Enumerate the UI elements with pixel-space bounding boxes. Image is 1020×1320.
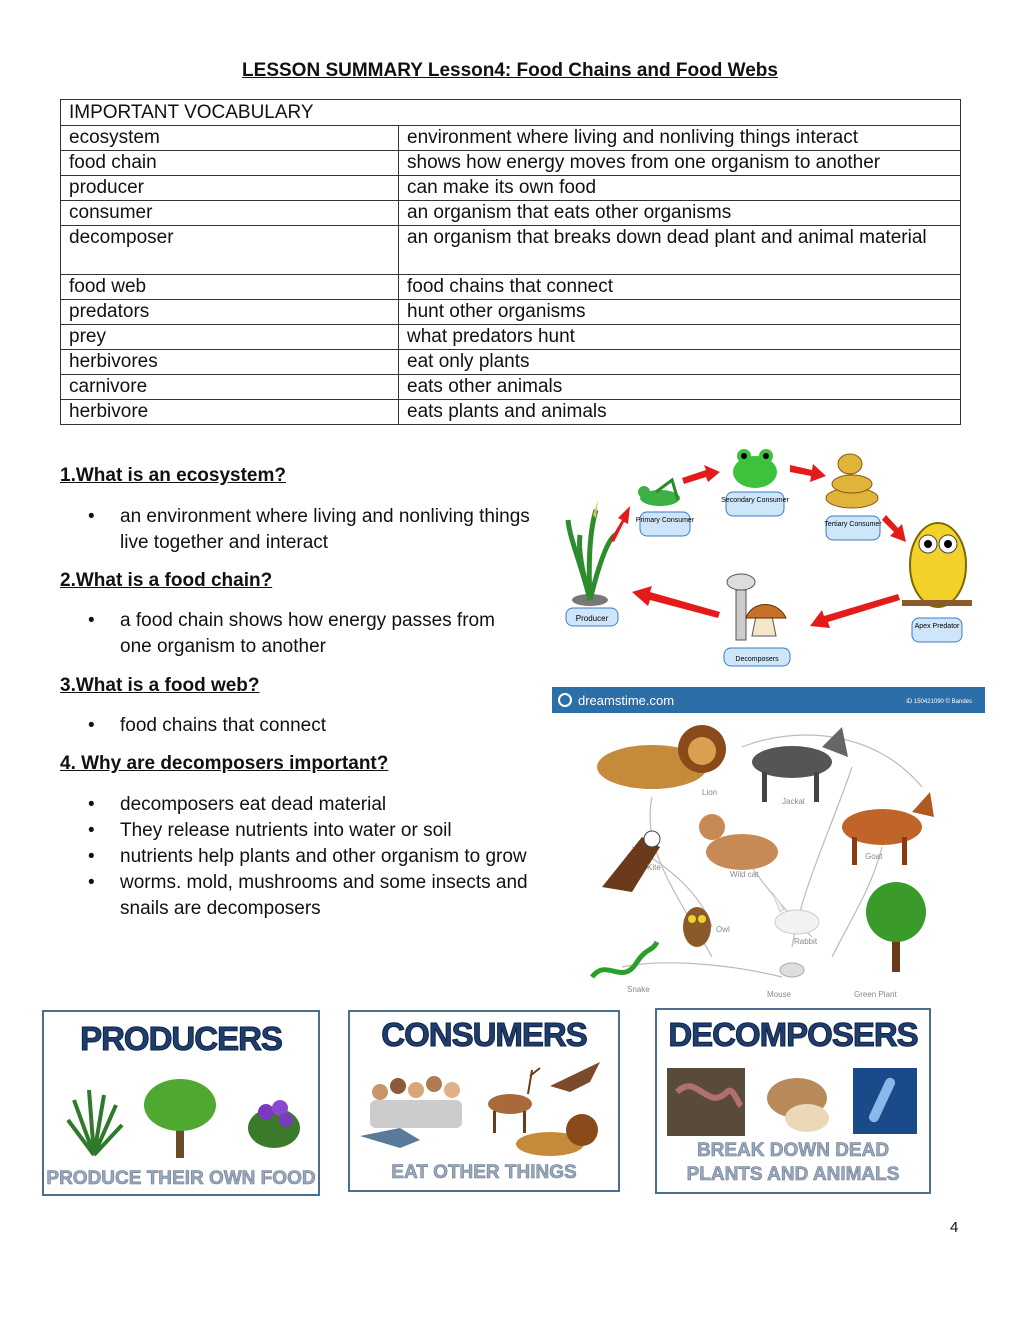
vocab-definition: eats other animals <box>399 375 961 400</box>
deer-icon <box>488 1068 540 1133</box>
list-item: • decomposers eat dead material <box>60 792 565 818</box>
table-row <box>61 126 961 151</box>
vocab-term: food web <box>61 275 399 300</box>
list-item: • an environment where living and nonliving things live together and interact <box>60 504 530 556</box>
mushroom-icon <box>767 1078 829 1132</box>
vocab-term: ecosystem <box>61 126 399 151</box>
mushroom-icon <box>727 574 786 640</box>
vocab-term: carnivore <box>61 375 399 400</box>
page-title: LESSON SUMMARY Lesson4: Food Chains and Food Webs <box>242 60 778 81</box>
vocab-definition: environment where living and nonliving things interact <box>399 126 961 151</box>
vocab-term: herbivore <box>61 400 399 425</box>
consumers-image <box>360 1056 610 1160</box>
decomposers-label <box>724 648 790 666</box>
table-header-row <box>61 100 961 126</box>
table-row <box>61 201 961 226</box>
producers-poster <box>42 1010 320 1196</box>
lion-icon <box>516 1114 598 1156</box>
vocab-definition: eat only plants <box>399 350 961 375</box>
vocab-term: herbivores <box>61 350 399 375</box>
question-3: 3.What is a food web? <box>60 675 260 696</box>
apex-predator-label <box>912 618 962 642</box>
banner-id: ID 150421090 © Bandes <box>906 699 972 705</box>
owl-small-icon <box>683 907 711 947</box>
vocab-term: consumer <box>61 201 399 226</box>
decomposers-text: Decomposers <box>735 656 779 663</box>
list-item: • worms. mold, mushrooms and some insects and snails are decomposers <box>60 870 565 922</box>
decomposers-image <box>667 1062 919 1140</box>
eagle-icon <box>550 1062 600 1092</box>
table-row <box>61 375 961 400</box>
rabbit-label: Rabbit <box>794 937 818 946</box>
apex-text: Apex Predator <box>914 623 960 630</box>
table-row <box>61 300 961 325</box>
food-chain-diagram <box>560 440 980 670</box>
consumers-title: CONSUMERS <box>381 1016 587 1053</box>
green-plant-label: Green Plant <box>854 990 897 999</box>
primary-text: Primary Consumer <box>635 517 695 524</box>
flower-icon <box>248 1100 300 1148</box>
frog-icon <box>733 449 777 488</box>
list-item: • food chains that connect <box>60 713 530 739</box>
shark-icon <box>360 1128 420 1148</box>
table-header: IMPORTANT VOCABULARY <box>61 100 961 126</box>
kite-label: Kite <box>647 863 661 872</box>
secondary-text: Secondary Consumer <box>721 497 789 504</box>
bacteria-icon <box>853 1068 917 1134</box>
answer-list-4 <box>60 792 565 922</box>
decomposers-title: DECOMPOSERS <box>668 1016 918 1053</box>
tertiary-text: Tertiary Consumer <box>824 521 882 528</box>
mouse-icon <box>780 963 804 977</box>
vocab-term: predators <box>61 300 399 325</box>
food-web-diagram <box>552 687 985 1000</box>
jackal-label: Jackal <box>782 797 805 806</box>
table-row <box>61 400 961 425</box>
vocab-definition: shows how energy moves from one organism to another <box>399 151 961 176</box>
vocab-term: prey <box>61 325 399 350</box>
vocab-term: producer <box>61 176 399 201</box>
tertiary-consumer-label <box>824 516 882 540</box>
question-4: 4. Why are decomposers important? <box>60 753 389 774</box>
goat-label: Goat <box>865 852 883 861</box>
tree-icon <box>144 1079 216 1158</box>
table-row <box>61 176 961 201</box>
grasshopper-icon <box>638 480 680 506</box>
table-row <box>61 325 961 350</box>
decomposers-subtitle-1: BREAK DOWN DEAD <box>696 1140 890 1161</box>
plants-image <box>54 1070 308 1160</box>
owl-label: Owl <box>716 925 730 934</box>
decomposers-subtitle-2: PLANTS AND ANIMALS <box>686 1164 900 1185</box>
vocab-definition: an organism that eats other organisms <box>399 201 961 226</box>
list-item: • nutrients help plants and other organism to grow <box>60 844 565 870</box>
snake-icon <box>826 454 878 508</box>
list-item: • They release nutrients into water or soil <box>60 818 565 844</box>
table-row <box>61 350 961 375</box>
producers-subtitle: PRODUCE THEIR OWN FOOD <box>46 1168 316 1189</box>
producer-text: Producer <box>575 614 609 623</box>
vocab-definition: can make its own food <box>399 176 961 201</box>
snake-label: Snake <box>627 985 650 994</box>
table-row <box>61 226 961 275</box>
table-row <box>61 151 961 176</box>
vocab-definition: food chains that connect <box>399 275 961 300</box>
question-2: 2.What is a food chain? <box>60 570 273 591</box>
answer-list-2 <box>60 608 530 660</box>
table-row <box>61 275 961 300</box>
producer-label <box>566 608 618 626</box>
grass-plant-icon <box>568 500 615 606</box>
people-icon <box>370 1076 462 1128</box>
vocab-definition: eats plants and animals <box>399 400 961 425</box>
vocab-term: decomposer <box>61 226 399 275</box>
vocab-definition: an organism that breaks down dead plant and animal material <box>399 226 961 275</box>
consumers-poster <box>348 1010 620 1192</box>
vocab-definition: hunt other organisms <box>399 300 961 325</box>
answer-list-1 <box>60 504 530 556</box>
question-1: 1.What is an ecosystem? <box>60 465 286 486</box>
primary-consumer-label <box>636 512 695 536</box>
wildcat-label: Wild cat <box>730 870 759 879</box>
secondary-consumer-label <box>721 492 789 516</box>
owl-icon <box>902 523 972 607</box>
page-number: 4 <box>950 1219 959 1236</box>
decomposers-poster <box>655 1008 931 1194</box>
worm-icon <box>667 1068 745 1136</box>
vocab-definition: what predators hunt <box>399 325 961 350</box>
mouse-label: Mouse <box>767 990 792 999</box>
consumers-subtitle: EAT OTHER THINGS <box>391 1162 577 1183</box>
lion-label: Lion <box>702 788 718 797</box>
answer-list-3 <box>60 713 530 739</box>
producers-title: PRODUCERS <box>80 1020 282 1057</box>
vocabulary-table <box>60 99 961 425</box>
vocab-term: food chain <box>61 151 399 176</box>
grass-icon <box>68 1090 122 1155</box>
list-item: • a food chain shows how energy passes from one organism to another <box>60 608 530 660</box>
banner-text: dreamstime.com <box>578 693 675 708</box>
